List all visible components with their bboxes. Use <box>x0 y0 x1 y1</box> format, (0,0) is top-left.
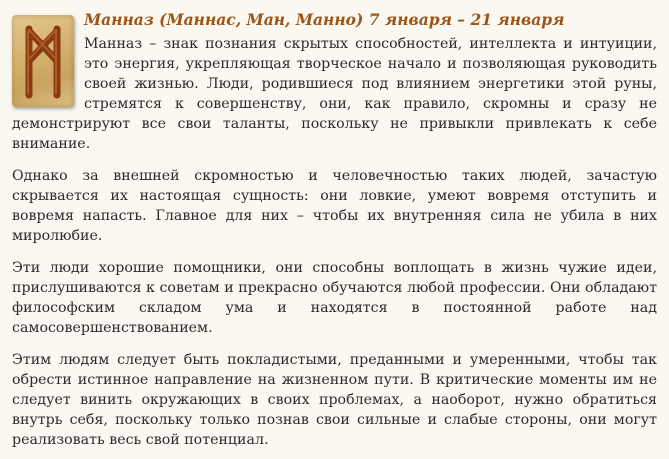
paragraph-1: Манназ – знак познания скрытых способностей, интеллекта и интуиции, это энергия, укрепляющая творческое начало и позволяющая руководить своей жизнью. Люди, родившиеся под влиянием энергетики этой руны, стремятся к совершенству, они, как правило, скромны и сразу не демонстрируют все свои таланты, поскольку не привыкли привлекать к себе внимание. <box>12 36 657 152</box>
paragraph-2: Однако за внешней скромностью и человечностью таких людей, зачастую скрывается их настоящая сущность: они ловкие, умеют вовремя отступить и вовремя напасть. Главное для них – чтобы их внутренняя сила не убила в них миролюбие. <box>12 168 657 244</box>
paragraph-4: Этим людям следует быть покладистыми, преданными и умеренными, чтобы так обрести истинное направление на жизненном пути. В критические моменты им не следует винить окружающих в своих проблемах, а наоборот, нужно обратиться внутрь себя, поскольку только познав свои сильные и слабые стороны, они могут реализовать весь свой потенциал. <box>12 352 657 448</box>
article-title: Манназ (Маннас, Ман, Манно) 7 января – 21 января <box>84 10 565 29</box>
mannaz-rune-icon <box>12 15 74 107</box>
paragraph-3: Эти люди хорошие помощники, они способны воплощать в жизнь чужие идеи, прислушиваются к советам и прекрасно обучаются любой профессии. Они обладают философским складом ума и находятся в постоянной работе над самосовершенствованием. <box>12 260 657 336</box>
rune-tile-image <box>12 15 74 107</box>
